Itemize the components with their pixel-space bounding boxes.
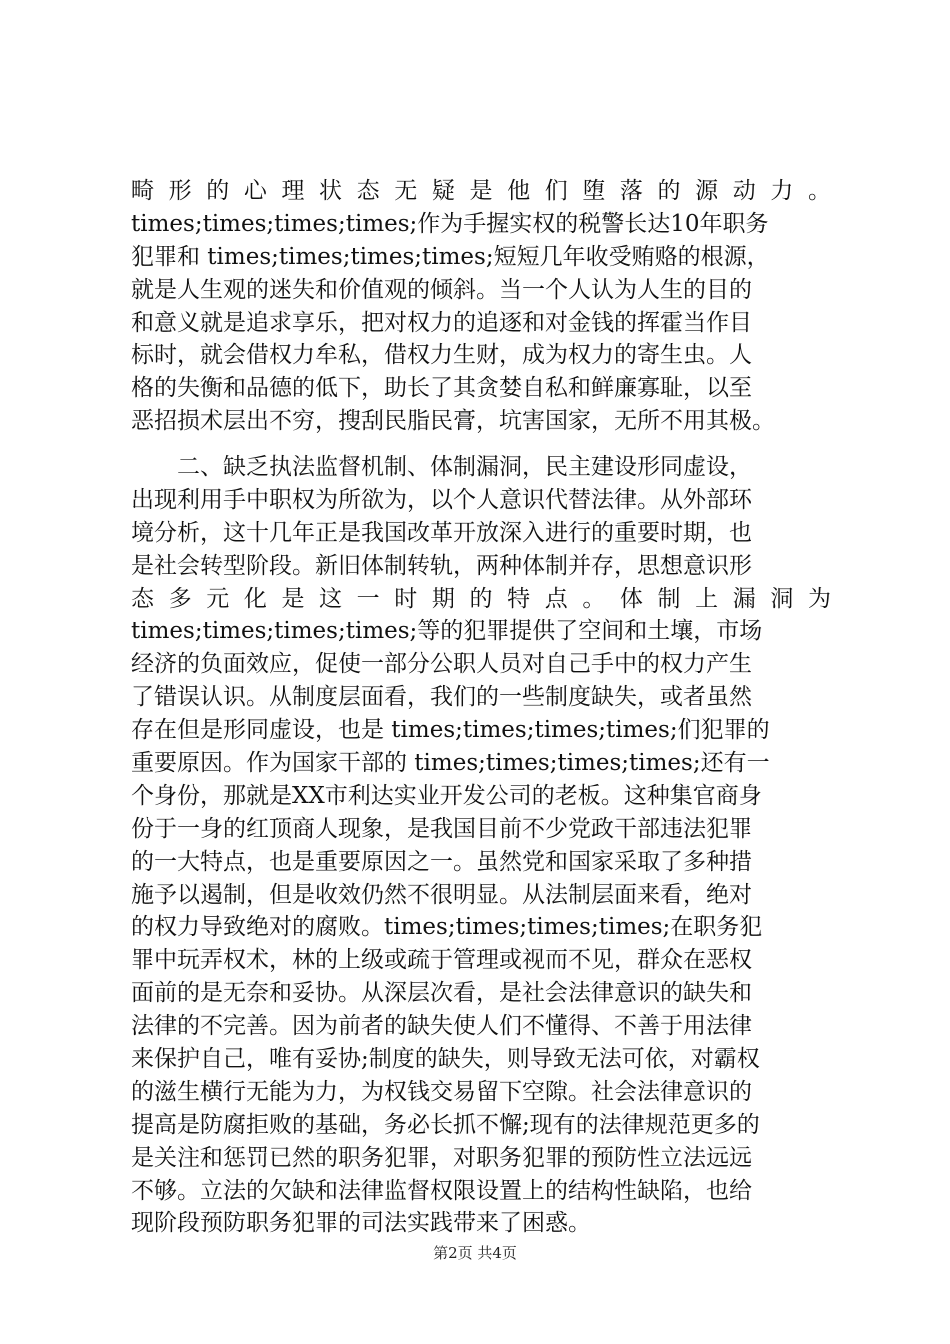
char: 多 [168,585,192,612]
paragraph-2-line: 面前的是无奈和妥协。从深层次看，是社会法律意识的缺失和 [131,980,752,1007]
char: 动 [732,178,756,204]
char: 制 [657,585,681,612]
paragraph-2-line: 来保护自己，唯有妥协;制度的缺失，则导致无法可依，对霸权 [131,1046,760,1073]
char: 落 [619,178,643,204]
char: 状 [319,178,343,204]
paragraph-2-line: 的权力导致绝对的腐败。times;times;times;times;在职务犯 [131,914,763,941]
paragraph-2-line: 境分析，这十几年正是我国改革开放深入进行的重要时期，也 [131,519,752,546]
char: 疑 [431,178,455,204]
char: 体 [619,585,643,612]
char: 时 [394,585,418,612]
paragraph-1-line: 恶招损术层出不穷，搜刮民脂民膏，坑害国家，无所不用其极。 [131,408,775,435]
page-number-footer: 第2页 共4页 [433,1244,517,1262]
char: 是 [281,585,305,612]
paragraph-2-line: 的一大特点，也是重要原因之一。虽然党和国家采取了多种措 [131,848,752,875]
char: 是 [469,178,493,204]
paragraph-2-line-1: 二、缺乏执法监督机制、体制漏洞，民主建设形同虚设， [177,454,752,480]
char: 畸 [131,178,154,204]
char: 理 [281,178,305,204]
paragraph-2-line: 法律的不完善。因为前者的缺失使人们不懂得、不善于用法律 [131,1013,752,1040]
char: 的 [469,585,493,612]
paragraph-2-line: 现阶段预防职务犯罪的司法实践带来了困惑。 [131,1210,591,1237]
char: 堕 [582,178,606,204]
char: 一 [356,585,380,612]
paragraph-2-line: 提高是防腐拒败的基础，务必长抓不懈;现有的法律规范更多的 [131,1111,760,1138]
char: 力 [770,178,794,204]
paragraph-2-line: 个身份，那就是XX市利达实业开发公司的老板。这种集官商身 [131,782,762,809]
char: 元 [206,585,230,612]
paragraph-1 [131,175,831,438]
paragraph-2-line: 存在但是形同虚设，也是 times;times;times;times;们犯罪的 [131,717,770,744]
char: 无 [394,178,418,204]
paragraph-2-line: 不够。立法的欠缺和法律监督权限设置上的结构性缺陷，也给 [131,1177,752,1204]
paragraph-2-line: 份于一身的红顶商人现象，是我国目前不少党政干部违法犯罪 [131,815,752,842]
char: 点 [544,585,568,612]
paragraph-2 [131,451,831,1240]
char: 态 [356,178,380,204]
char: 特 [507,585,531,612]
paragraph-2-line: 罪中玩弄权术，林的上级或疏于管理或视而不见，群众在恶权 [131,947,752,974]
char: 的 [657,178,681,204]
paragraph-1-line-1 [131,175,831,208]
paragraph-2-line: 的滋生横行无能为力，为权钱交易留下空隙。社会法律意识的 [131,1078,752,1105]
paragraph-1-line: 格的失衡和品德的低下，助长了其贪婪自私和鲜廉寡耻，以至 [131,375,752,402]
char: 源 [695,178,719,204]
char: 为 [807,585,831,612]
char: 上 [695,585,719,612]
paragraph-2-line: 了错误认识。从制度层面看，我们的一些制度缺失，或者虽然 [131,684,752,711]
char: 洞 [770,585,794,612]
char: 他 [507,178,531,204]
char: 化 [243,585,267,612]
char: 。 [582,585,606,612]
paragraph-2-line: 施予以遏制，但是收效仍然不很明显。从法制层面来看，绝对 [131,881,752,908]
paragraph-1-line: 犯罪和 times;times;times;times;短短几年收受贿赂的根源， [131,243,770,270]
paragraph-2-line: times;times;times;times;等的犯罪提供了空间和土壤，市场 [131,618,763,645]
char: 心 [243,178,267,204]
char: 们 [544,178,568,204]
paragraph-1-line: 和意义就是追求享乐，把对权力的追逐和对金钱的挥霍当作目 [131,309,752,336]
paragraph-2-line: 是社会转型阶段。新旧体制转轨，两种体制并存，思想意识形 [131,552,752,579]
paragraph-1-line: times;times;times;times;作为手握实权的税警长达10年职务 [131,210,769,237]
char: 这 [319,585,343,612]
paragraph-2-line: 经济的负面效应，促使一部分公职人员对自己手中的权力产生 [131,651,752,678]
paragraph-2-line: 出现利用手中职权为所欲为，以个人意识代替法律。从外部环 [131,486,752,513]
paragraph-1-line: 标时，就会借权力牟私，借权力生财，成为权力的寄生虫。人 [131,342,752,369]
paragraph-2-line: 重要原因。作为国家干部的 times;times;times;times;还有一 [131,750,770,777]
paragraph-2-line-5 [131,583,831,616]
char: 形 [168,178,192,204]
char: 态 [131,585,154,612]
paragraph-1-line: 就是人生观的迷失和价值观的倾斜。当一个人认为人生的目的 [131,276,752,303]
paragraph-2-line: 是关注和惩罚已然的职务犯罪，对职务犯罪的预防性立法远远 [131,1144,752,1171]
char: 漏 [732,585,756,612]
char: 。 [807,178,831,204]
char: 期 [431,585,455,612]
char: 的 [206,178,230,204]
